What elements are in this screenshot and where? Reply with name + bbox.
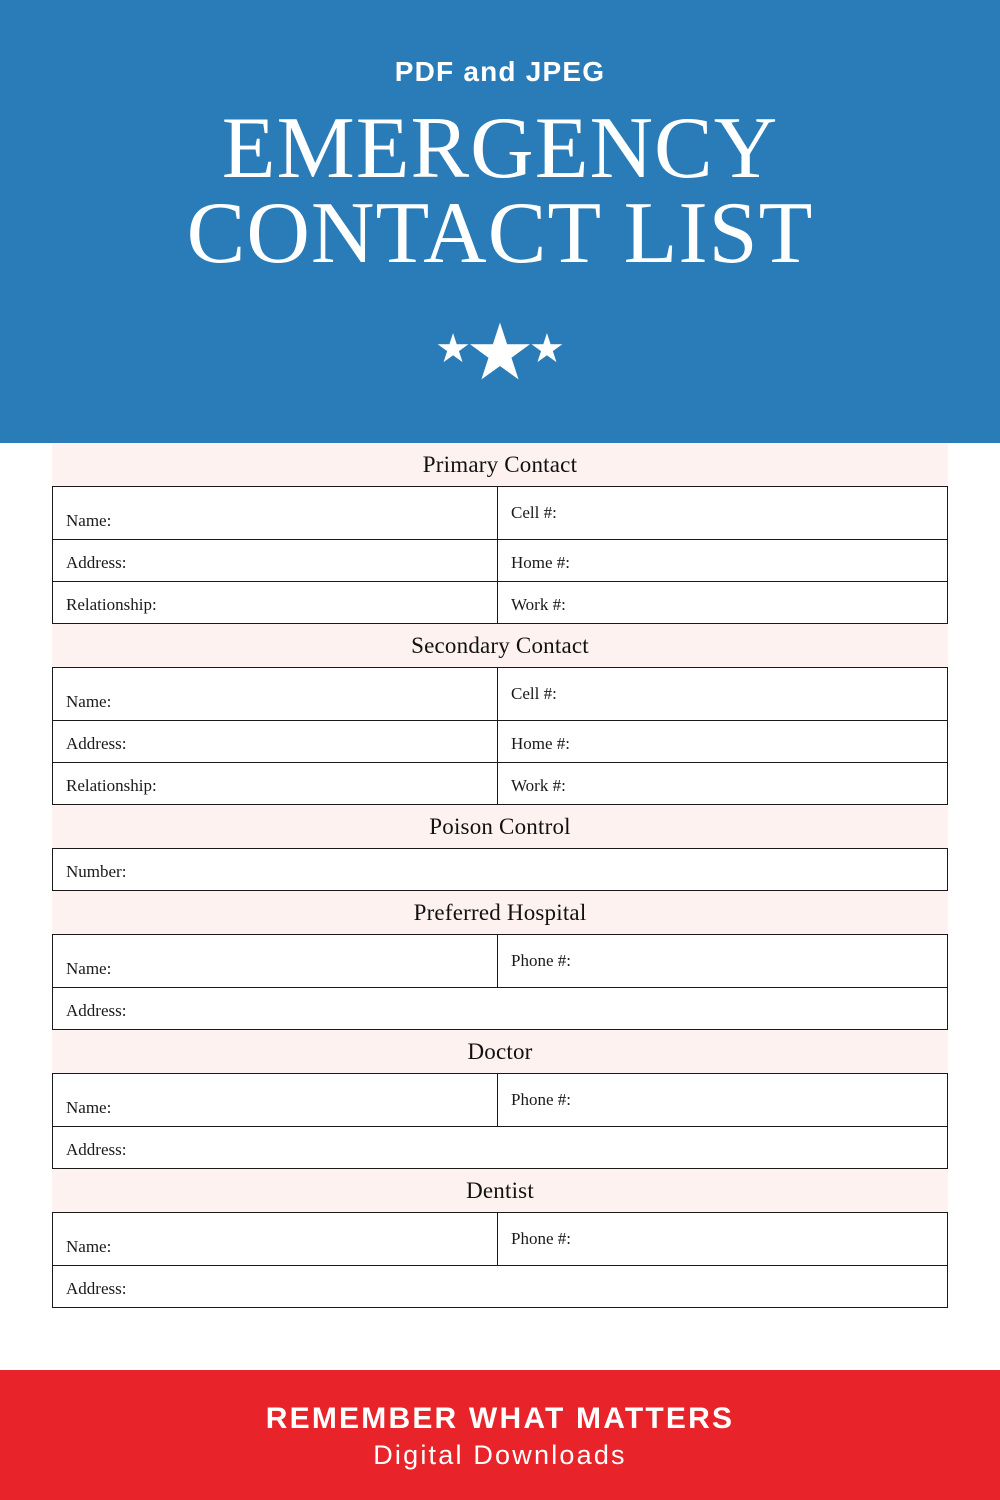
section-primary-contact xyxy=(52,443,948,624)
field-label-name[interactable]: Name: xyxy=(53,1213,498,1266)
section-title-dentist: Dentist xyxy=(52,1169,948,1212)
table-row xyxy=(53,988,948,1030)
field-label-relationship[interactable]: Relationship: xyxy=(53,763,498,805)
table-row xyxy=(53,1074,948,1127)
footer-tagline: Digital Downloads xyxy=(373,1440,627,1470)
table-row xyxy=(53,582,948,624)
field-label-address[interactable]: Address: xyxy=(53,988,948,1030)
field-label-phone[interactable]: Phone #: xyxy=(498,1074,948,1127)
field-label-name[interactable]: Name: xyxy=(53,1074,498,1127)
table-row xyxy=(53,668,948,721)
star-icon-left: ★ xyxy=(435,325,472,371)
section-poison-control xyxy=(52,805,948,891)
field-label-address[interactable]: Address: xyxy=(53,1266,948,1308)
section-dentist xyxy=(52,1169,948,1308)
field-label-home[interactable]: Home #: xyxy=(498,721,948,763)
table-row xyxy=(53,487,948,540)
table-row xyxy=(53,935,948,988)
field-label-name[interactable]: Name: xyxy=(53,668,498,721)
field-label-home[interactable]: Home #: xyxy=(498,540,948,582)
field-label-work[interactable]: Work #: xyxy=(498,582,948,624)
footer-banner xyxy=(0,1370,1000,1500)
star-icon-right: ★ xyxy=(528,325,565,371)
section-secondary-contact xyxy=(52,624,948,805)
field-label-phone[interactable]: Phone #: xyxy=(498,935,948,988)
table-preferred-hospital xyxy=(52,934,948,1030)
field-label-work[interactable]: Work #: xyxy=(498,763,948,805)
field-label-address[interactable]: Address: xyxy=(53,721,498,763)
table-row xyxy=(53,1213,948,1266)
table-row xyxy=(53,1127,948,1169)
header-banner xyxy=(0,0,1000,443)
field-label-relationship[interactable]: Relationship: xyxy=(53,582,498,624)
table-doctor xyxy=(52,1073,948,1169)
table-row xyxy=(53,763,948,805)
table-primary-contact xyxy=(52,486,948,624)
section-title-preferred-hospital: Preferred Hospital xyxy=(52,891,948,934)
field-label-cell[interactable]: Cell #: xyxy=(498,668,948,721)
page-title-line-1: EMERGENCY xyxy=(221,100,779,197)
three-stars-ornament xyxy=(0,308,1000,396)
field-label-number[interactable]: Number: xyxy=(53,849,948,891)
section-title-secondary-contact: Secondary Contact xyxy=(52,624,948,667)
section-title-doctor: Doctor xyxy=(52,1030,948,1073)
form-body xyxy=(0,443,1000,1308)
table-poison-control xyxy=(52,848,948,891)
field-label-cell[interactable]: Cell #: xyxy=(498,487,948,540)
table-row xyxy=(53,721,948,763)
field-label-name[interactable]: Name: xyxy=(53,487,498,540)
page-title-line-2: CONTACT LIST xyxy=(186,185,814,283)
footer-brand-name: REMEMBER WHAT MATTERS xyxy=(265,1402,735,1435)
star-icon-center: ★ xyxy=(465,308,535,396)
table-row xyxy=(53,1266,948,1308)
field-label-phone[interactable]: Phone #: xyxy=(498,1213,948,1266)
field-label-address[interactable]: Address: xyxy=(53,1127,948,1169)
section-preferred-hospital xyxy=(52,891,948,1030)
page-title xyxy=(0,86,1000,283)
section-doctor xyxy=(52,1030,948,1169)
section-title-poison-control: Poison Control xyxy=(52,805,948,848)
field-label-address[interactable]: Address: xyxy=(53,540,498,582)
header-kicker: PDF and JPEG xyxy=(394,56,606,87)
field-label-name[interactable]: Name: xyxy=(53,935,498,988)
table-row xyxy=(53,849,948,891)
table-dentist xyxy=(52,1212,948,1308)
table-secondary-contact xyxy=(52,667,948,805)
table-row xyxy=(53,540,948,582)
section-title-primary-contact: Primary Contact xyxy=(52,443,948,486)
